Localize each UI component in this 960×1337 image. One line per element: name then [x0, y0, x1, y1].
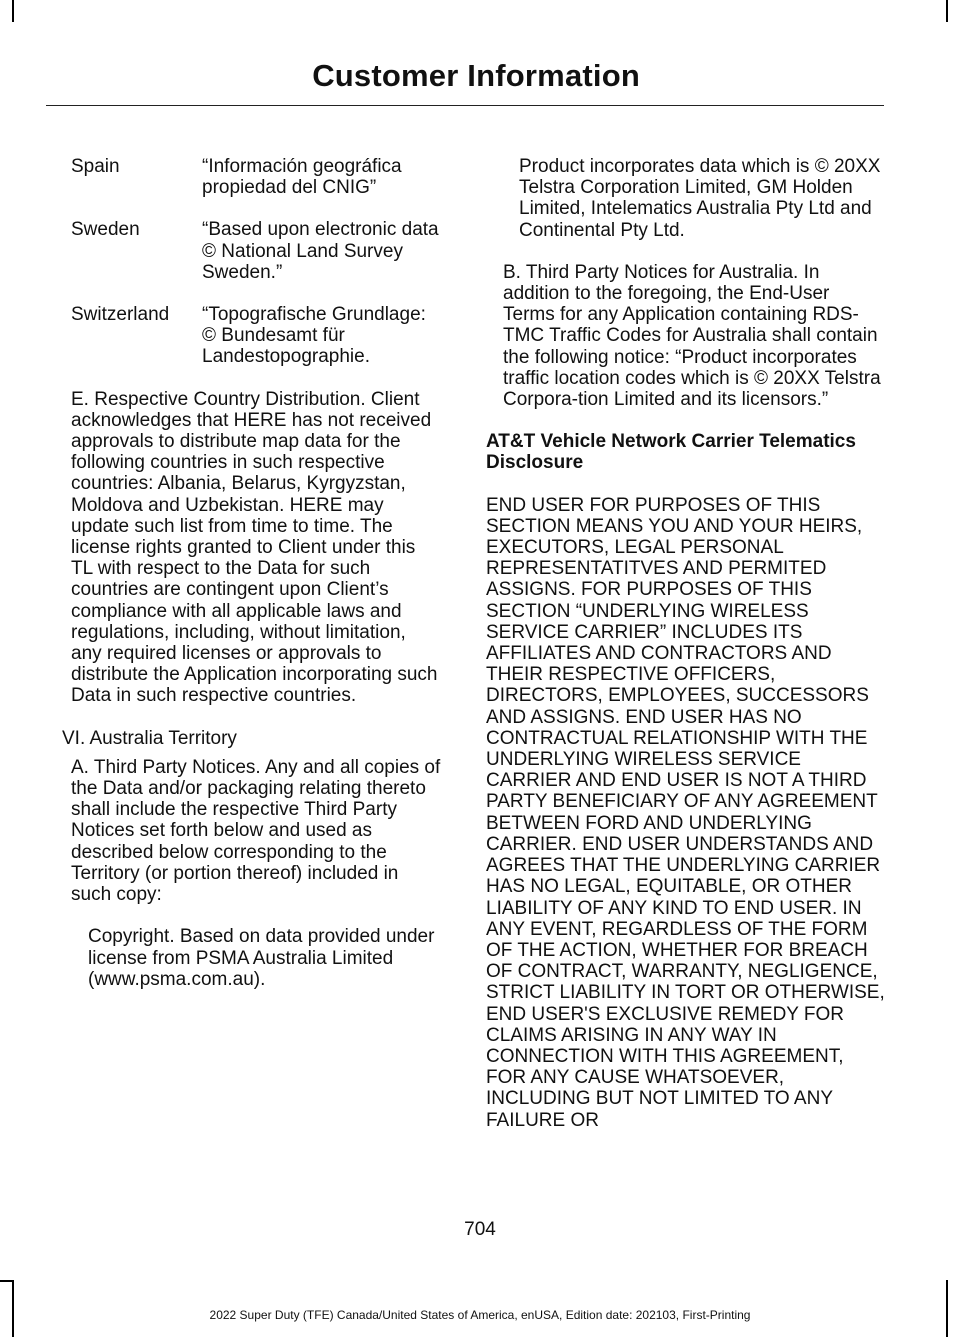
crop-mark-top-left: [12, 0, 14, 22]
paragraph-b-australia-notices: B. Third Party Notices for Australia. In addition to the foregoing, the End-User Terms for any Application containing RDS-TMC Traffic Codes for Australia shall contain the following notice: “Product incorporates traffic location codes which is © 20XX Telstra Corpora-tion Limited and its licensors.”: [503, 261, 881, 411]
country-row-switzerland: [71, 304, 441, 368]
paragraph-e-country-distribution: E. Respective Country Distribution. Client acknowledges that HERE has not received approvals to distribute map data for the following countries in such respective countries: Albania, Belarus, Kyrgyzstan, Moldova and Uzbekistan. HERE may update such list from time to time. The license rights granted to Client under this TL with respect to the Data for such countries are contingent upon Client’s compliance with all applicable laws and regulations, including, without limitation, any required licenses or approvals to distribute the Application incorporating such Data in such respective countries.: [71, 388, 438, 707]
country-row-spain: [71, 156, 441, 198]
page-title: Customer Information: [312, 58, 640, 93]
country-name: Spain: [71, 156, 120, 177]
section-heading-att: AT&T Vehicle Network Carrier Telematics Disclosure: [486, 431, 856, 474]
header-divider: [46, 105, 884, 106]
paragraph-att-disclosure: END USER FOR PURPOSES OF THIS SECTION MEANS YOU AND YOUR HEIRS, EXECUTORS, LEGAL PERSONAL REPRESENTATITVES AND PERMITED ASSIGNS. FOR PURPOSES OF THIS SECTION “UNDERLYING WIRELESS SERVICE CARRIER” INCLUDES ITS AFFILIATES AND CONTRACTORS AND THEIR RESPECTIVE OFFICERS, DIRECTORS, EMPLOYEES, SUCCESSORS AND ASSIGNS. END USER HAS NO CONTRACTUAL RELATIONSHIP WITH THE UNDERLYING WIRELESS SERVICE CARRIER AND END USER IS NOT A THIRD PARTY BENEFICIARY OF ANY AGREEMENT BETWEEN FORD AND UNDERLYING CARRIER. END USER UNDERSTANDS AND AGREES THAT THE UNDERLYING CARRIER HAS NO LEGAL, EQUITABLE, OR OTHER LIABILITY OF ANY KIND TO END USER. IN ANY EVENT, REGARDLESS OF THE FORM OF THE ACTION, WHETHER FOR BREACH OF CONTRACT, WARRANTY, NEGLIGENCE, STRICT LIABILITY IN TORT OR OTHERWISE, END USER'S EXCLUSIVE REMEDY FOR CLAIMS ARISING IN ANY WAY IN CONNECTION WITH THIS AGREEMENT, FOR ANY CAUSE WHATSOEVER, INCLUDING BUT NOT LIMITED TO ANY FAILURE OR: [486, 494, 885, 1131]
country-row-sweden: [71, 219, 441, 283]
crop-mark-top-right: [946, 0, 948, 22]
page-number: 704: [464, 1219, 496, 1240]
country-notice: “Based upon electronic data © National Land Survey Sweden.”: [202, 219, 439, 283]
country-notice: “Información geográfica propiedad del CNIG”: [202, 156, 402, 199]
section-heading-australia: VI. Australia Territory: [62, 727, 237, 749]
footer-edition-info: 2022 Super Duty (TFE) Canada/United States of America, enUSA, Edition date: 202103, First-Printing: [209, 1308, 751, 1322]
paragraph-a-third-party-notices: A. Third Party Notices. Any and all copies of the Data and/or packaging relating thereto shall include the respective Third Party Notices set forth below and used as described below corresponding to the Territory (or portion thereof) included in such copy:: [71, 756, 441, 906]
crop-mark-bottom-left-h: [0, 1280, 14, 1282]
country-notice: “Topografische Grundlage: © Bundesamt für Landestopographie.: [202, 304, 426, 368]
left-column: [62, 156, 441, 1011]
paragraph-product-telstra: Product incorporates data which is © 20XX Telstra Corporation Limited, GM Holden Limited, Intelematics Australia Pty Ltd and Continental Pty Ltd.: [519, 156, 881, 241]
right-column: [486, 156, 886, 1131]
country-name: Sweden: [71, 219, 140, 241]
country-name: Switzerland: [71, 304, 170, 326]
paragraph-copyright-psma: Copyright. Based on data provided under license from PSMA Australia Limited (www.psma.com.au).: [88, 926, 435, 990]
